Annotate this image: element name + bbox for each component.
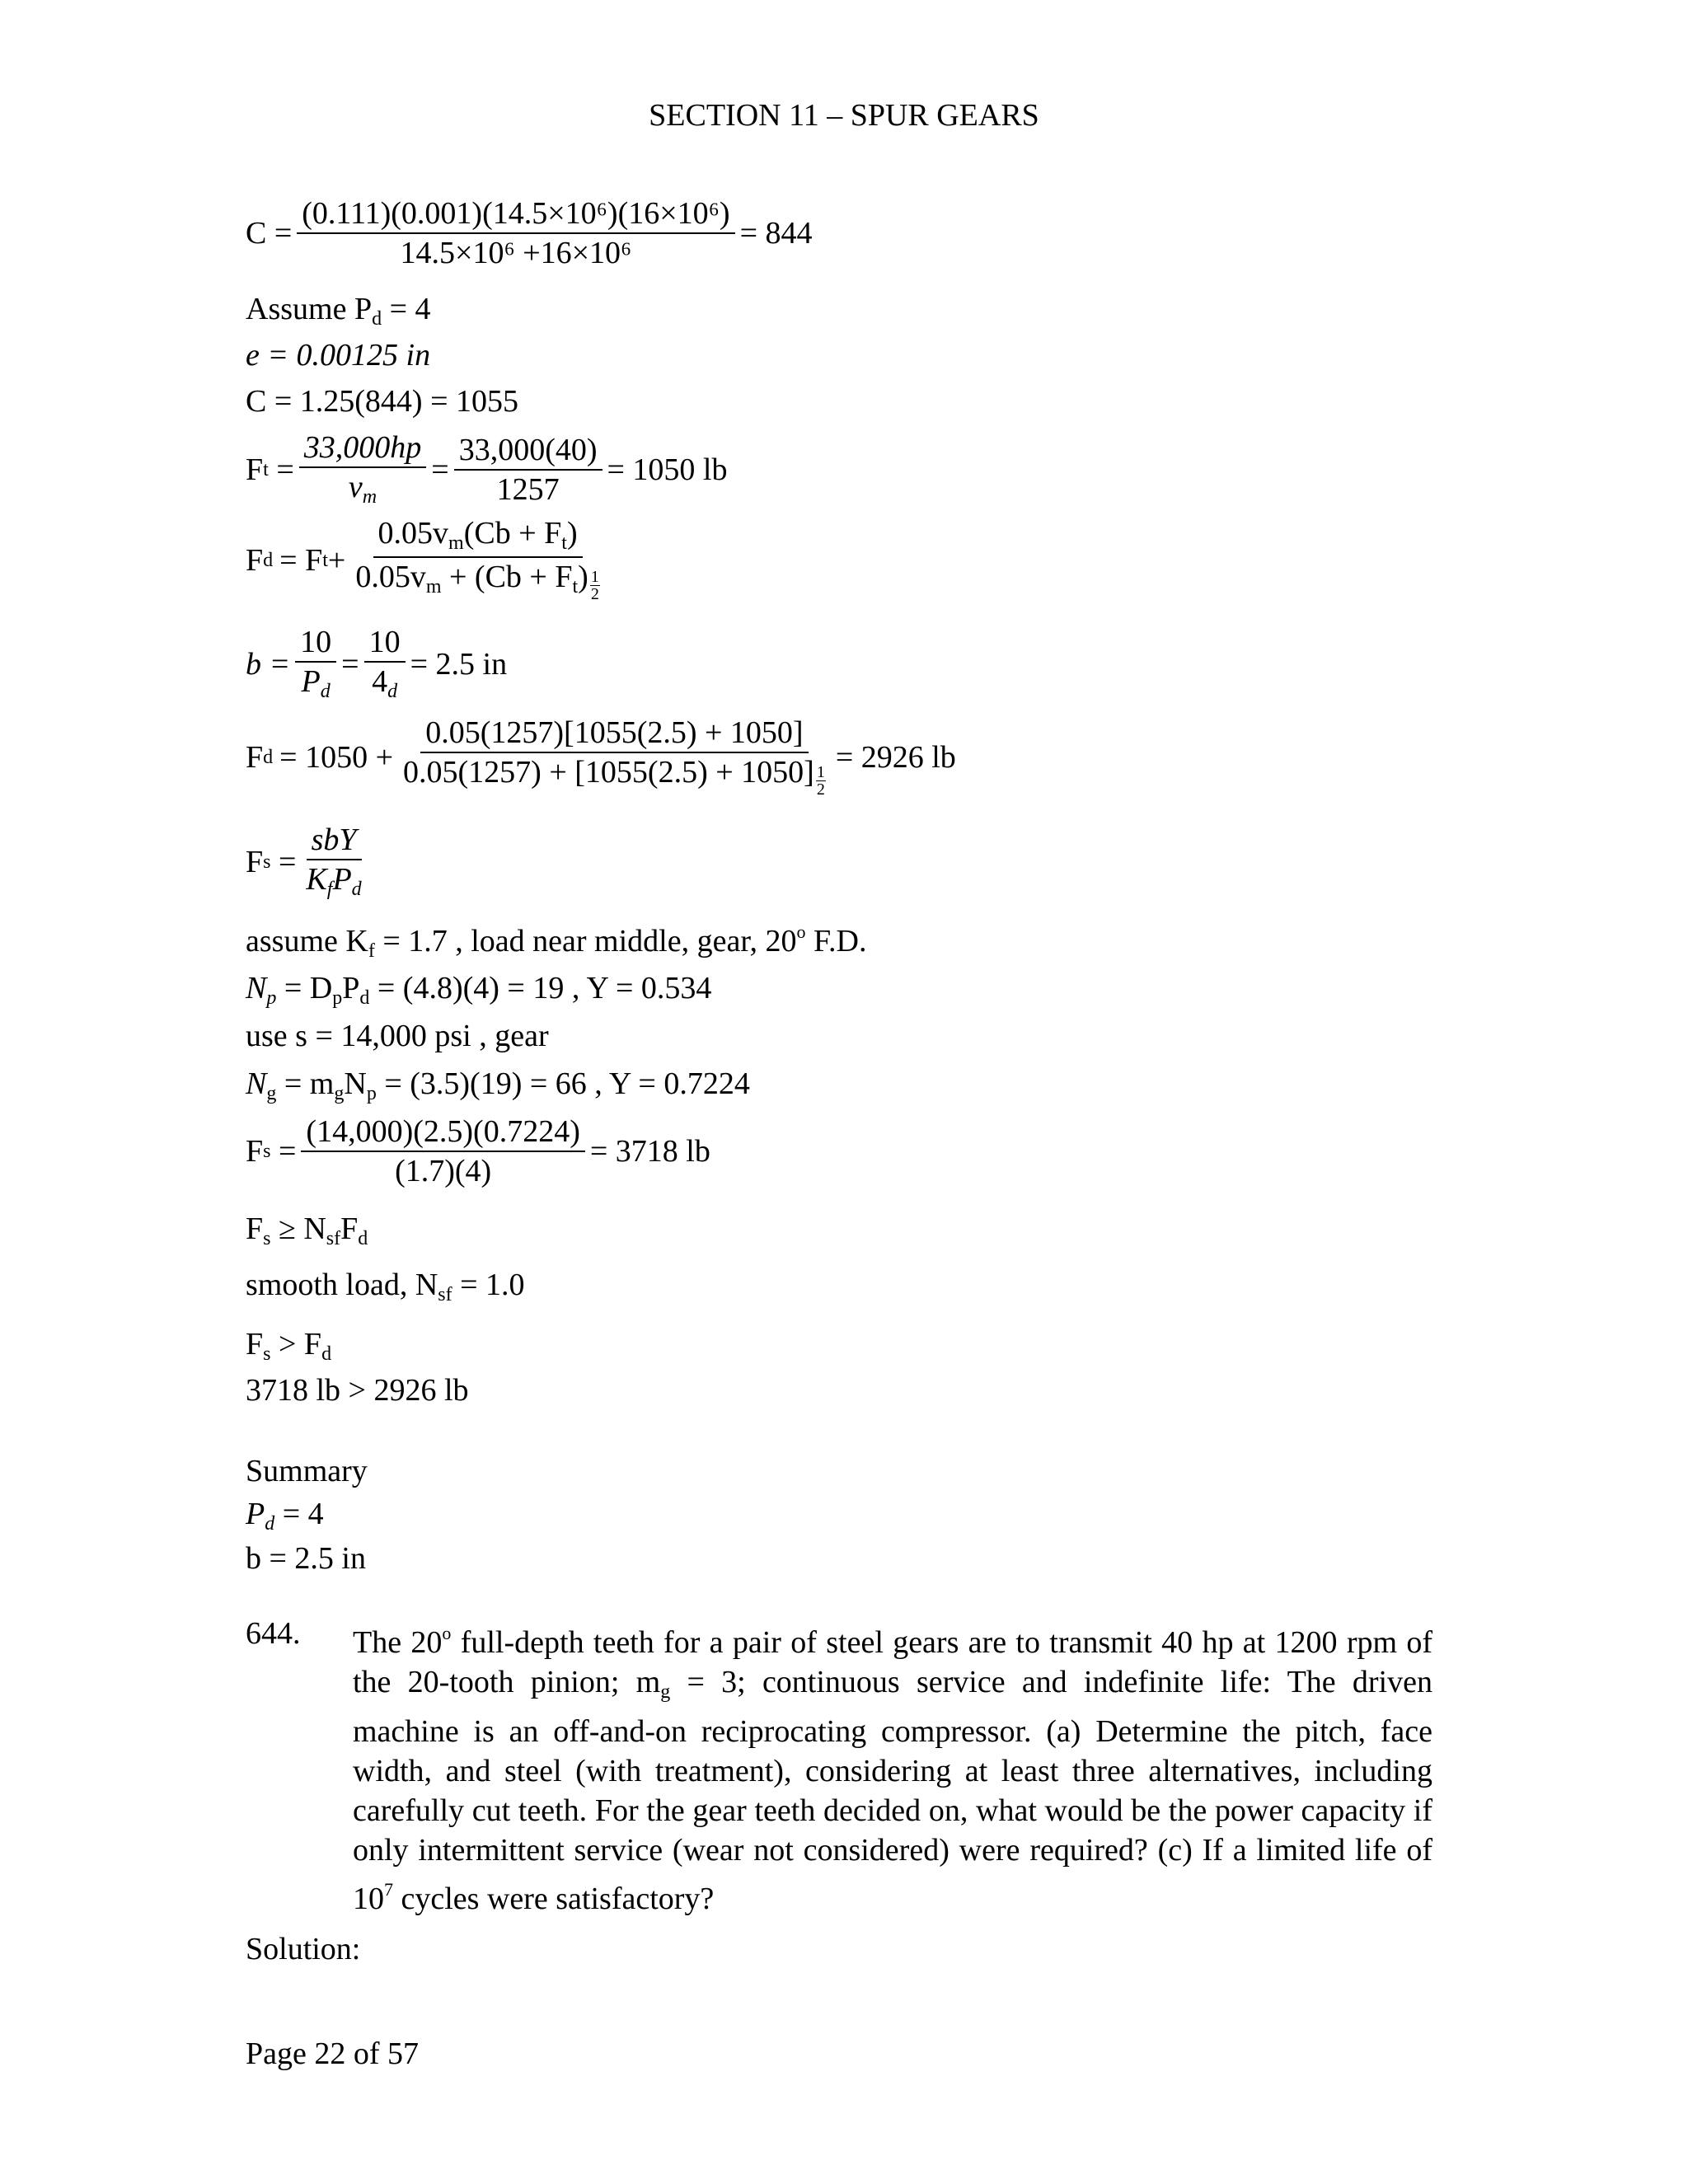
subscript: g xyxy=(660,1681,671,1703)
text: F xyxy=(246,452,264,487)
text: F xyxy=(246,844,264,879)
text: = xyxy=(270,844,297,879)
text: N xyxy=(344,1066,367,1101)
text: The 20 xyxy=(353,1625,443,1660)
text: F.D. xyxy=(805,924,867,958)
subscript: m xyxy=(362,486,377,508)
numerator: 33,000hp xyxy=(299,432,427,468)
text: = m xyxy=(276,1066,335,1101)
equation-fs-numeric xyxy=(246,1116,710,1187)
text: 0.05v xyxy=(377,516,449,551)
eq-result: = 1050 lb xyxy=(607,452,728,487)
exponent-half: $\frac{1}{2}$ xyxy=(816,763,825,799)
subscript: d xyxy=(320,681,331,702)
subscript: p xyxy=(366,1083,377,1104)
summary-pd xyxy=(246,1498,324,1534)
assume-pd-line xyxy=(246,293,431,329)
denominator: 1257 xyxy=(496,471,560,507)
text: F xyxy=(340,1212,359,1246)
solution-label: Solution: xyxy=(246,1932,361,1966)
text: = 1.0 xyxy=(452,1268,525,1302)
text: (Cb + F xyxy=(463,516,562,551)
eq-result: = 2.5 in xyxy=(410,646,508,682)
subscript: t xyxy=(572,576,579,598)
subscript: s xyxy=(263,851,271,873)
text: = (4.8)(4) = 19 , Y = 0.534 xyxy=(369,971,712,1005)
numerator: (14,000)(2.5)(0.7224) xyxy=(301,1116,584,1152)
text: ) xyxy=(566,516,578,551)
denominator: (1.7)(4) xyxy=(395,1154,492,1188)
equation-ft xyxy=(246,432,728,507)
numerator: 0.05(1257)[1055(2.5) + 1050] xyxy=(420,717,808,753)
text: = 4 xyxy=(274,1497,324,1531)
exponent-half: $\frac{1}{2}$ xyxy=(590,568,599,603)
text: F xyxy=(246,542,264,578)
text: + xyxy=(327,542,346,578)
inequality-fs-fd xyxy=(246,1329,331,1364)
subscript: d xyxy=(358,1228,368,1249)
text: = D xyxy=(276,971,333,1005)
fraction xyxy=(398,717,831,798)
denominator: 0.05(1257) + [1055(2.5) + 1050] xyxy=(403,755,814,790)
fraction xyxy=(295,626,336,701)
text: = 1050 + xyxy=(279,740,394,775)
text: ≥ N xyxy=(270,1212,326,1246)
text: K xyxy=(306,862,327,897)
assume-kf-line xyxy=(246,923,867,961)
superscript: 7 xyxy=(384,1879,393,1900)
equation-fd-formula xyxy=(246,518,610,602)
superscript: o xyxy=(442,1623,452,1643)
numerator: 33,000(40) xyxy=(454,434,603,471)
equation-fd-numeric xyxy=(246,717,956,798)
inequality-fs-nsf-fd xyxy=(246,1213,368,1249)
subscript: t xyxy=(263,458,269,480)
inequality-values: 3718 lb > 2926 lb xyxy=(246,1373,469,1408)
text: = 3; continuous service and indefinite life: The driven machine is an off-and-on reciprocating compressor. (a) Determine the pitch, face width, and steel (with treatment), considering at least three alternatives, including carefully cut teeth. For the gear teeth decided on, what would be the power capacity if only intermittent service (wear not considered) were required? (c) If a limited life of 10 xyxy=(353,1665,1432,1916)
subscript: sf xyxy=(438,1284,452,1305)
summary-title: Summary xyxy=(246,1454,368,1488)
numerator: sbY xyxy=(307,824,362,860)
text: assume K xyxy=(246,924,368,958)
subscript: d xyxy=(263,549,274,571)
subscript: t xyxy=(561,532,567,554)
text: = xyxy=(268,452,294,487)
subscript: d xyxy=(265,1513,275,1535)
text: = xyxy=(431,452,449,487)
superscript: o xyxy=(796,921,806,942)
text: = 4 xyxy=(382,292,431,326)
subscript: d xyxy=(372,308,382,330)
fraction xyxy=(301,824,366,899)
subscript: s xyxy=(263,1343,271,1365)
eq-result: = 844 xyxy=(739,216,813,251)
text: ) xyxy=(578,560,588,594)
text: Assume P xyxy=(246,292,373,326)
text: = F xyxy=(279,542,323,578)
equation-fs-formula xyxy=(246,824,372,899)
text: = xyxy=(341,646,359,682)
eq-result: = 2926 lb xyxy=(835,740,956,775)
text: 0.05v xyxy=(355,560,426,594)
text: + (Cb + F xyxy=(441,560,573,594)
problem-text xyxy=(353,1614,1432,1919)
subscript: m xyxy=(425,576,442,598)
fraction xyxy=(299,432,427,507)
subscript: d xyxy=(321,1343,332,1365)
subscript: sf xyxy=(326,1228,341,1249)
eq-lhs: C = xyxy=(246,216,293,251)
text: F xyxy=(246,1212,264,1246)
subscript: d xyxy=(387,681,398,702)
equation-b xyxy=(246,626,507,701)
subscript: g xyxy=(266,1083,277,1104)
use-s-line: use s = 14,000 psi , gear xyxy=(246,1019,549,1053)
fraction xyxy=(350,518,605,602)
text: F xyxy=(246,740,264,775)
fraction xyxy=(301,1116,584,1187)
subscript: m xyxy=(448,532,464,554)
text: P xyxy=(342,971,360,1005)
e-line: e = 0.00125 in xyxy=(246,338,431,373)
denominator: 4 xyxy=(372,664,388,699)
subscript: f xyxy=(326,879,333,900)
text: = xyxy=(270,1134,297,1169)
denominator: 14.5×10⁶ +16×10⁶ xyxy=(400,236,632,270)
problem-number: 644. xyxy=(246,1616,301,1651)
text: smooth load, N xyxy=(246,1268,438,1302)
subscript: t xyxy=(322,549,328,571)
text: P xyxy=(332,862,352,897)
subscript: p xyxy=(266,987,277,1009)
subscript: f xyxy=(368,940,375,962)
subscript: p xyxy=(332,987,343,1009)
denominator: P xyxy=(301,664,321,699)
text: N xyxy=(246,971,267,1005)
ng-line xyxy=(246,1068,750,1104)
text: = 1.7 , load near middle, gear, 20 xyxy=(374,924,797,958)
subscript: d xyxy=(351,879,362,900)
denominator: v xyxy=(348,470,363,504)
text: F xyxy=(246,1327,264,1361)
text: cycles were satisfactory? xyxy=(393,1882,715,1916)
summary-b: b = 2.5 in xyxy=(246,1541,366,1576)
text: full-depth teeth for a pair of steel gears are to transmit 40 hp at 1200 rpm of the 20-tooth pinion; m xyxy=(353,1625,1433,1699)
fraction xyxy=(297,198,734,269)
text: N xyxy=(246,1066,267,1101)
page-footer: Page 22 of 57 xyxy=(246,2036,420,2071)
subscript: s xyxy=(263,1141,271,1162)
equation-c-stiffness xyxy=(246,198,813,269)
numerator: 10 xyxy=(295,626,336,663)
fraction xyxy=(364,626,406,701)
numerator: (0.111)(0.001)(14.5×10⁶)(16×10⁶) xyxy=(297,198,734,234)
section-header: SECTION 11 – SPUR GEARS xyxy=(649,98,1039,133)
text: P xyxy=(246,1497,265,1531)
numerator: 10 xyxy=(364,626,406,663)
subscript: d xyxy=(263,747,274,768)
problem-644 xyxy=(246,1614,1432,1919)
subscript: s xyxy=(263,1228,271,1249)
fraction xyxy=(454,434,603,505)
text: > F xyxy=(270,1327,322,1361)
text: = (3.5)(19) = 66 , Y = 0.7224 xyxy=(376,1066,750,1101)
c-adjusted-line: C = 1.25(844) = 1055 xyxy=(246,384,519,419)
text: F xyxy=(246,1134,264,1169)
np-line xyxy=(246,972,711,1008)
smooth-load-line xyxy=(246,1269,525,1305)
subscript: d xyxy=(359,987,370,1009)
text: b = xyxy=(246,646,291,682)
subscript: g xyxy=(334,1083,345,1104)
eq-result: = 3718 lb xyxy=(589,1134,710,1169)
